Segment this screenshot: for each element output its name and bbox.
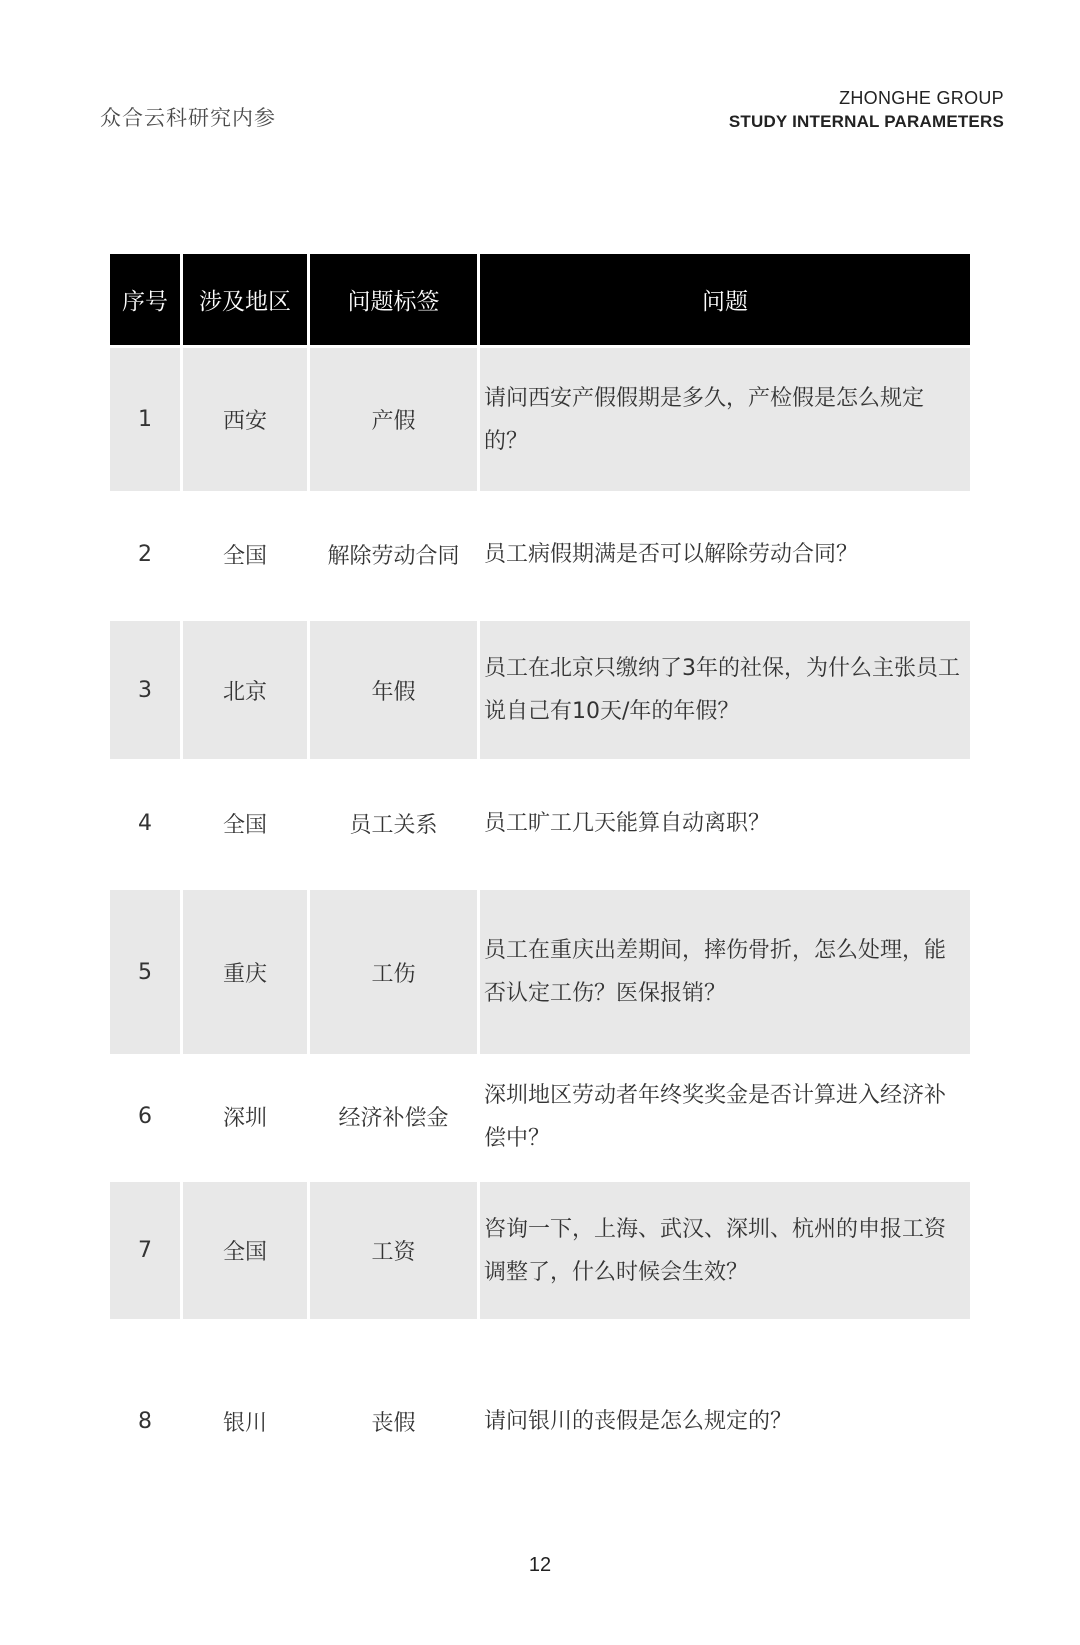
header-region: 涉及地区 (183, 254, 307, 345)
cell-question: 员工病假期满是否可以解除劳动合同？ (484, 542, 859, 567)
cell-question: 请问银川的丧假是怎么规定的？ (484, 1408, 793, 1434)
header-tag: 问题标签 (310, 254, 477, 345)
cell-question: 咨询一下，上海、武汉、深圳、杭州的申报工资调整了，什么时候会生效？ (480, 1179, 970, 1319)
cell-region: 北京 (183, 618, 307, 759)
cell-region: 西安 (183, 345, 307, 491)
brand-title: 众合云科研究内参 (100, 106, 276, 130)
cell-region: 全国 (222, 812, 267, 838)
cell-region: 银川 (222, 1410, 267, 1436)
table-row (110, 759, 970, 887)
cell-region: 全国 (222, 544, 267, 569)
cell-tag: 工资 (310, 1179, 477, 1319)
table-header-row (110, 254, 970, 345)
cell-no: 6 (138, 1104, 152, 1129)
cell-tag: 工伤 (310, 887, 477, 1054)
header-no: 序号 (110, 254, 180, 345)
table-row (110, 1054, 970, 1179)
cell-question: 深圳地区劳动者年终奖奖金是否计算进入经济补偿中？ (484, 1082, 947, 1151)
cell-question: 员工在重庆出差期间，摔伤骨折，怎么处理，能否认定工伤？医保报销？ (480, 887, 970, 1054)
cell-no: 5 (110, 887, 180, 1054)
cell-tag: 丧假 (371, 1410, 416, 1436)
table-row (110, 887, 970, 1054)
table-row (110, 1319, 970, 1523)
cell-no: 8 (138, 1408, 152, 1434)
brand-english (729, 86, 1004, 134)
cell-no: 3 (110, 618, 180, 759)
cell-no: 4 (138, 810, 152, 836)
brand-english-line2: STUDY INTERNAL PARAMETERS (728, 112, 1004, 131)
cell-question: 请问西安产假假期是多久，产检假是怎么规定的？ (480, 345, 970, 491)
cell-tag: 年假 (310, 618, 477, 759)
brand-english-line1: ZHONGHE GROUP (839, 88, 1004, 108)
cell-region: 重庆 (183, 887, 307, 1054)
cell-no: 1 (110, 345, 180, 491)
cell-tag: 产假 (310, 345, 477, 491)
cell-question: 员工旷工几天能算自动离职？ (484, 810, 771, 836)
table-row (110, 345, 970, 491)
cell-tag: 经济补偿金 (338, 1106, 449, 1131)
table-row (110, 618, 970, 759)
table-row (110, 491, 970, 618)
cell-region: 深圳 (222, 1106, 267, 1131)
page-number: 12 (528, 1554, 552, 1576)
cell-question: 员工在北京只缴纳了3年的社保，为什么主张员工说自己有10天/年的年假？ (480, 618, 970, 759)
table-row (110, 1179, 970, 1319)
cell-tag: 员工关系 (349, 812, 438, 838)
qa-table (107, 254, 973, 1523)
cell-no: 2 (138, 542, 152, 567)
cell-no: 7 (110, 1179, 180, 1319)
cell-region: 全国 (183, 1179, 307, 1319)
cell-tag: 解除劳动合同 (327, 544, 460, 569)
header-question: 问题 (480, 254, 970, 345)
